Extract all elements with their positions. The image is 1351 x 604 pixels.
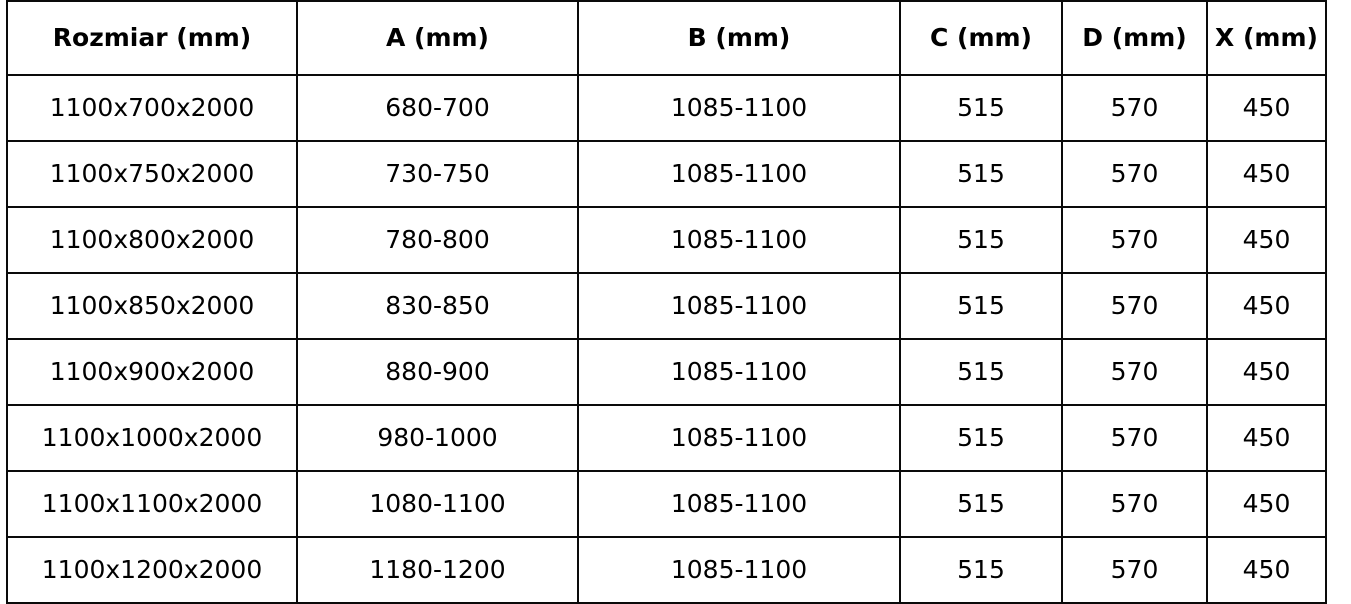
column-header-x: X (mm) [1207, 1, 1326, 75]
cell-d: 570 [1062, 273, 1207, 339]
table-row [7, 141, 1326, 207]
cell-b: 1085-1100 [578, 405, 900, 471]
cell-a: 830-850 [297, 273, 578, 339]
cell-d: 570 [1062, 207, 1207, 273]
cell-size: 1100x750x2000 [7, 141, 297, 207]
cell-b: 1085-1100 [578, 75, 900, 141]
cell-c: 515 [900, 405, 1062, 471]
cell-a: 1180-1200 [297, 537, 578, 603]
cell-b: 1085-1100 [578, 537, 900, 603]
cell-c: 515 [900, 75, 1062, 141]
specification-table [6, 0, 1327, 604]
cell-x: 450 [1207, 207, 1326, 273]
table-row [7, 207, 1326, 273]
cell-size: 1100x1200x2000 [7, 537, 297, 603]
cell-size: 1100x1100x2000 [7, 471, 297, 537]
cell-size: 1100x800x2000 [7, 207, 297, 273]
cell-b: 1085-1100 [578, 207, 900, 273]
cell-c: 515 [900, 141, 1062, 207]
cell-size: 1100x900x2000 [7, 339, 297, 405]
table-row [7, 273, 1326, 339]
column-header-d: D (mm) [1062, 1, 1207, 75]
cell-b: 1085-1100 [578, 141, 900, 207]
table-row [7, 405, 1326, 471]
column-header-b: B (mm) [578, 1, 900, 75]
cell-c: 515 [900, 537, 1062, 603]
cell-c: 515 [900, 273, 1062, 339]
cell-x: 450 [1207, 537, 1326, 603]
cell-d: 570 [1062, 537, 1207, 603]
table-row [7, 471, 1326, 537]
cell-a: 780-800 [297, 207, 578, 273]
cell-a: 680-700 [297, 75, 578, 141]
cell-x: 450 [1207, 471, 1326, 537]
cell-d: 570 [1062, 339, 1207, 405]
cell-x: 450 [1207, 273, 1326, 339]
cell-d: 570 [1062, 75, 1207, 141]
cell-d: 570 [1062, 141, 1207, 207]
table-header [7, 1, 1326, 75]
cell-x: 450 [1207, 339, 1326, 405]
column-header-a: A (mm) [297, 1, 578, 75]
table-row [7, 75, 1326, 141]
table-header-row [7, 1, 1326, 75]
cell-c: 515 [900, 207, 1062, 273]
table-row [7, 339, 1326, 405]
cell-b: 1085-1100 [578, 471, 900, 537]
table-row [7, 537, 1326, 603]
cell-a: 730-750 [297, 141, 578, 207]
cell-x: 450 [1207, 405, 1326, 471]
cell-b: 1085-1100 [578, 273, 900, 339]
cell-c: 515 [900, 471, 1062, 537]
column-header-c: C (mm) [900, 1, 1062, 75]
cell-a: 1080-1100 [297, 471, 578, 537]
cell-x: 450 [1207, 75, 1326, 141]
cell-d: 570 [1062, 471, 1207, 537]
column-header-size: Rozmiar (mm) [7, 1, 297, 75]
cell-d: 570 [1062, 405, 1207, 471]
table-body [7, 75, 1326, 603]
cell-size: 1100x1000x2000 [7, 405, 297, 471]
cell-a: 880-900 [297, 339, 578, 405]
cell-size: 1100x850x2000 [7, 273, 297, 339]
cell-a: 980-1000 [297, 405, 578, 471]
cell-b: 1085-1100 [578, 339, 900, 405]
cell-c: 515 [900, 339, 1062, 405]
cell-size: 1100x700x2000 [7, 75, 297, 141]
cell-x: 450 [1207, 141, 1326, 207]
